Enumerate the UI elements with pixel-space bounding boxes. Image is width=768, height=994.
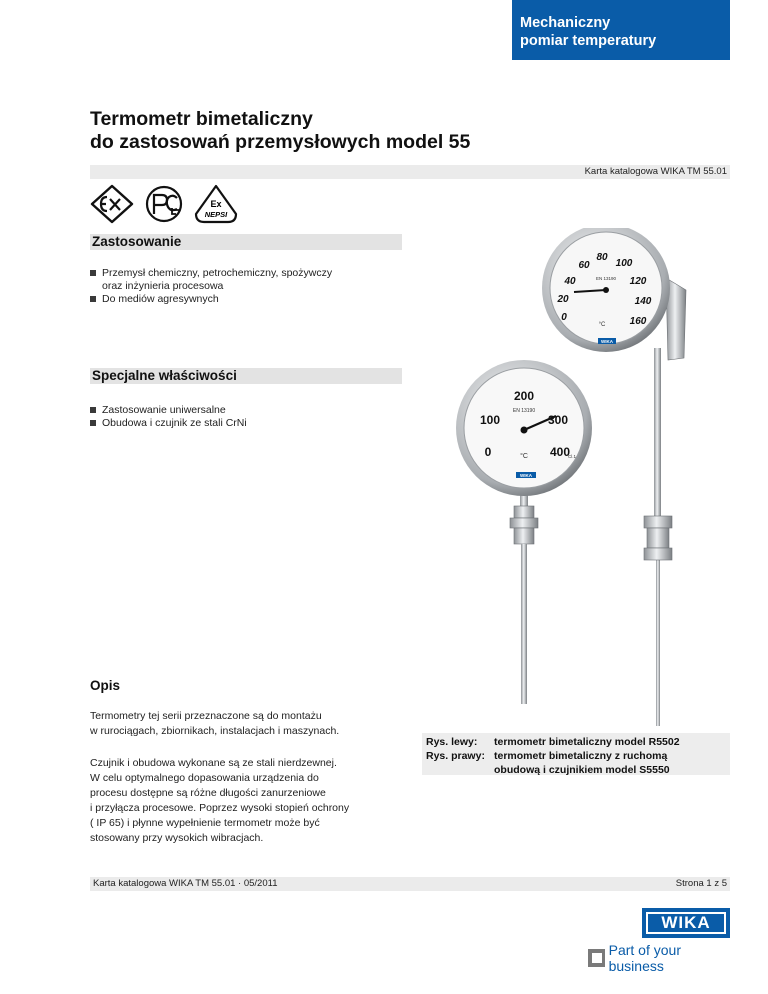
nepsi-ex-label: Ex [210, 199, 222, 209]
right-tick-label: 140 [634, 296, 652, 307]
section-description-title: Opis [90, 678, 121, 693]
caption-left: Rys. lewy: termometr bimetaliczny model R5502 [426, 736, 680, 748]
left-tick-label: 300 [547, 413, 569, 427]
title-line-2: do zastosowań przemysłowych model 55 [90, 131, 471, 153]
right-tick-label: 160 [629, 316, 647, 327]
right-tick-label: 40 [564, 276, 576, 287]
right-tick-label: 20 [557, 294, 569, 305]
page-number: Strona 1 z 5 [675, 878, 727, 889]
right-tick-label: 0 [561, 312, 567, 323]
left-tick-label: 0 [484, 445, 492, 459]
page-title [90, 108, 550, 154]
application-list [90, 267, 332, 306]
tagline: Part of your business [608, 942, 681, 974]
left-gauge-unit: °C [520, 453, 528, 460]
left-tick-label: 200 [513, 389, 535, 403]
ex-nepsi-icon [194, 184, 238, 224]
list-item: Obudowa i czujnik ze stali CrNi [90, 417, 247, 430]
category-line-1: Mechaniczny [520, 15, 611, 31]
right-tick-label: 120 [629, 276, 647, 287]
gost-icon [142, 184, 186, 224]
caption-right: Rys. prawy: termometr bimetaliczny z ruchomą [426, 750, 668, 762]
tagline-row [588, 942, 730, 974]
catalog-reference: Karta katalogowa WIKA TM 55.01 [90, 165, 730, 179]
left-gauge-code: EN 13190 [512, 408, 536, 414]
logo-text: WIKA [646, 912, 726, 934]
category-line-2: pomiar temperatury [520, 33, 657, 49]
tagline-icon [588, 949, 605, 967]
category-badge [512, 0, 730, 60]
wika-logo-mark [642, 908, 730, 938]
right-tick-label: 60 [578, 260, 590, 271]
list-item: Zastosowanie uniwersalne [90, 404, 247, 417]
page-footer [90, 877, 730, 891]
caption-right-continued: obudową i czujnikiem model S5550 [494, 764, 670, 776]
right-tick-label: 100 [615, 258, 633, 269]
footer-catalog: Karta katalogowa WIKA TM 55.01 · 05/2011 [93, 878, 278, 889]
left-tick-label: 100 [479, 413, 501, 427]
ex-icon [90, 184, 134, 224]
list-item: Przemysł chemiczny, petrochemiczny, spożywczy oraz inżynieria procesowa [90, 267, 332, 293]
image-caption [422, 733, 730, 775]
wika-logo [588, 908, 730, 974]
right-gauge-unit: °C [598, 322, 606, 328]
features-list [90, 404, 247, 430]
left-tick-label: 400 [549, 445, 571, 459]
section-features-title: Specjalne właściwości [90, 368, 402, 384]
section-application-title: Zastosowanie [90, 234, 402, 250]
list-item: Do mediów agresywnych [90, 293, 332, 306]
right-gauge-brand: WIKA [601, 339, 613, 344]
right-gauge-code: EN 13190 [595, 276, 617, 281]
title-line-1: Termometr bimetaliczny [90, 108, 313, 130]
nepsi-label: NEPSI [204, 210, 228, 219]
left-gauge-class: Cl.1 [567, 454, 577, 459]
certification-marks [90, 184, 238, 224]
product-photo [430, 228, 730, 728]
description-paragraph-2: Czujnik i obudowa wykonane są ze stali nierdzewnej. W celu optymalnego dopasowania urządzenia do procesu dostępne są różne długości zanurzeniowe i przyłącza procesowe. Poprzez wysoki stopień ochrony ( IP 65) i płynne wypełnienie termometr może być stosowany przy wysokich wibracjach. [90, 757, 350, 844]
left-gauge-brand: WIKA [520, 473, 532, 478]
description-paragraph-1: Termometry tej serii przeznaczone są do montażu w rurociągach, zbiornikach, instalacjach i maszynach. [90, 710, 340, 737]
right-tick-label: 80 [596, 252, 608, 263]
